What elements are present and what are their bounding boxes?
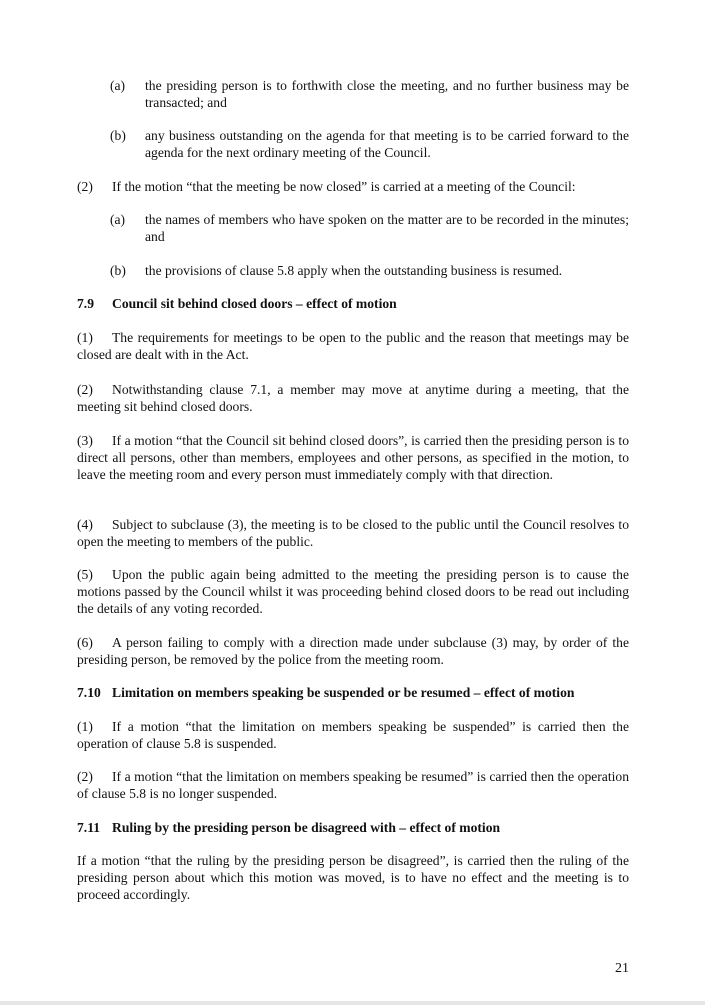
list-item (110, 127, 629, 161)
list-item (110, 77, 629, 111)
section-number: 7.11 (77, 820, 101, 835)
section-title: Limitation on members speaking be suspended or be resumed – effect of motion (112, 685, 575, 700)
paragraph-text: If a motion “that the limitation on members speaking be suspended” is carried then the operation of clause 5.8 is suspended. (77, 719, 629, 751)
paragraph-text: The requirements for meetings to be open to the public and the reason that meetings may be closed are dealt with in the Act. (77, 330, 629, 362)
item-label: (a) (110, 212, 126, 227)
paragraph (77, 516, 629, 550)
paragraph: If a motion “that the ruling by the presiding person be disagreed”, is carried then the ruling of the presiding person about which this motion was moved, is to have no effect and the meeting is to proceed accordingly. (77, 853, 629, 902)
paragraph-number: (5) (77, 567, 93, 582)
section-heading-7-9 (77, 295, 629, 312)
paragraph (77, 329, 629, 363)
paragraph-number: (2) (77, 179, 93, 194)
paragraph-text: Notwithstanding clause 7.1, a member may move at anytime during a meeting, that the meeting sit behind closed doors. (77, 382, 629, 414)
section-title: Council sit behind closed doors – effect of motion (112, 296, 397, 311)
paragraph-number: (2) (77, 769, 93, 784)
section-heading-7-10 (77, 684, 629, 701)
paragraph-number: (4) (77, 517, 93, 532)
paragraph-text: If a motion “that the Council sit behind closed doors”, is carried then the presiding person is to direct all persons, other than members, employees and other persons, as specified in the motion, to leave the meeting room and every person must immediately comply with that direction. (77, 433, 629, 482)
section-number: 7.9 (77, 296, 94, 311)
paragraph-text: Upon the public again being admitted to the meeting the presiding person is to cause the motions passed by the Council whilst it was proceeding behind closed doors to be read out including the details of any voting recorded. (77, 567, 629, 616)
item-text: the provisions of clause 5.8 apply when the outstanding business is resumed. (145, 263, 563, 278)
paragraph-number: (6) (77, 635, 93, 650)
item-label: (b) (110, 263, 126, 278)
paragraph-number: (2) (77, 382, 93, 397)
paragraph (77, 634, 629, 668)
section-number: 7.10 (77, 685, 101, 700)
page-bottom-edge (0, 1001, 705, 1005)
section-heading-7-11 (77, 819, 629, 836)
paragraph (77, 768, 629, 802)
list-item (110, 211, 629, 245)
paragraph (77, 718, 629, 752)
item-label: (a) (110, 78, 126, 93)
item-text: the names of members who have spoken on the matter are to be recorded in the minutes; and (145, 212, 629, 244)
paragraph-number: (1) (77, 719, 93, 734)
paragraph-text: If a motion “that the limitation on members speaking be resumed” is carried then the operation of clause 5.8 is no longer suspended. (77, 769, 629, 801)
paragraph-number: (1) (77, 330, 93, 345)
paragraph (77, 432, 629, 483)
paragraph-text: Subject to subclause (3), the meeting is to be closed to the public until the Council resolves to open the meeting to members of the public. (77, 517, 629, 549)
paragraph-text: If the motion “that the meeting be now closed” is carried at a meeting of the Council: (112, 179, 576, 194)
paragraph (77, 178, 629, 195)
list-item (110, 262, 629, 279)
page-number: 21 (615, 961, 629, 976)
item-label: (b) (110, 128, 126, 143)
paragraph-number: (3) (77, 433, 93, 448)
section-title: Ruling by the presiding person be disagreed with – effect of motion (112, 820, 501, 835)
item-text: any business outstanding on the agenda for that meeting is to be carried forward to the agenda for the next ordinary meeting of the Council. (145, 128, 629, 160)
item-text: the presiding person is to forthwith close the meeting, and no further business may be transacted; and (145, 78, 629, 110)
paragraph (77, 381, 629, 415)
paragraph (77, 566, 629, 617)
paragraph-text: A person failing to comply with a direction made under subclause (3) may, by order of the presiding person, be removed by the police from the meeting room. (77, 635, 629, 667)
